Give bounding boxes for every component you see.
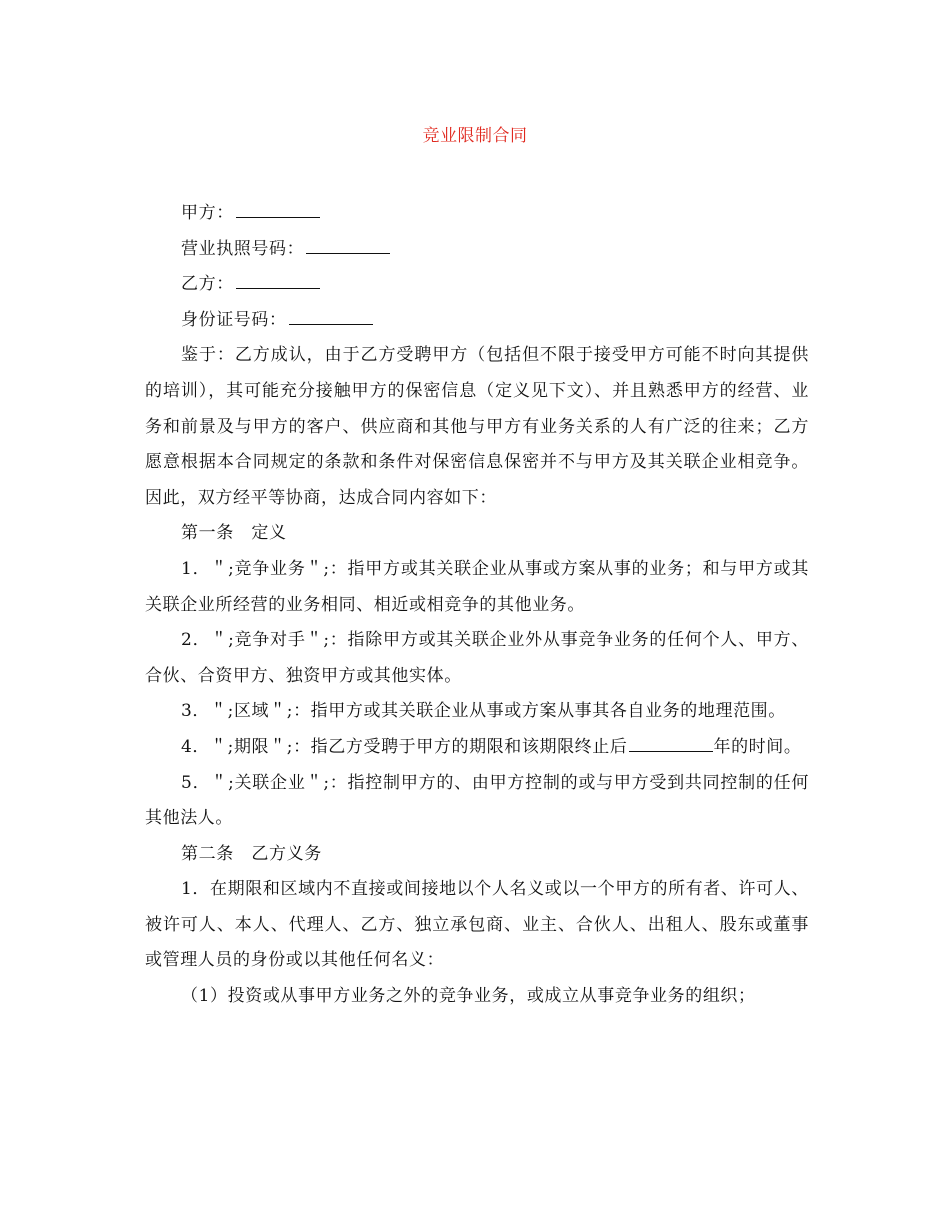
definition-3: 3．＂;区域＂;：指甲方或其关联企业从事或方案从事其各自业务的地理范围。	[181, 701, 786, 722]
duty-1: 1．在期限和区域内不直接或间接地以个人名义或以一个甲方的所有者、许可人、被许可人、本人、代理人、乙方、独立承包商、业主、合伙人、出租人、股东或董事或管理人员的身份或以其他任何名义：	[145, 879, 809, 971]
license-number-label: 营业执照号码：	[181, 238, 305, 259]
license-number-blank	[306, 237, 390, 254]
duty-1-item-1: （1）投资或从事甲方业务之外的竞争业务，或成立从事竞争业务的组织；	[181, 986, 756, 1007]
definition-4-text: 4．＂;期限＂;：指乙方受聘于甲方的期限和该期限终止后	[181, 736, 628, 757]
document-body	[145, 196, 809, 1015]
definition-4	[145, 730, 809, 766]
id-number-label: 身份证号码：	[181, 309, 287, 330]
party-b-blank	[236, 272, 320, 289]
definition-4-after: 年的时间。	[713, 736, 802, 757]
license-number-line	[145, 232, 809, 268]
id-number-line	[145, 303, 809, 339]
article-1-heading: 第一条 定义	[181, 523, 287, 544]
party-b-label: 乙方：	[181, 274, 234, 295]
party-a-blank	[236, 201, 320, 218]
definition-5: 5．＂;关联企业＂;：指控制甲方的、由甲方控制的或与甲方受到共同控制的任何其他法人。	[145, 772, 809, 829]
id-number-blank	[289, 308, 373, 325]
party-a-label: 甲方：	[181, 203, 234, 223]
whereas-paragraph: 鉴于：乙方成认，由于乙方受聘甲方（包括但不限于接受甲方可能不时向其提供的培训），其可能充分接触甲方的保密信息（定义见下文）、并且熟悉甲方的经营、业务和前景及与甲方的客户、供应商和其他与甲方有业务关系的人有广泛的往来；乙方愿意根据本合同规定的条款和条件对保密信息保密并不与甲方及其关联企业相竞争。因此，双方经平等协商，达成合同内容如下：	[145, 345, 809, 508]
party-a-line	[145, 196, 809, 232]
definition-2: 2．＂;竞争对手＂;：指除甲方或其关联企业外从事竞争业务的任何个人、甲方、合伙、合资甲方、独资甲方或其他实体。	[145, 630, 809, 686]
party-b-line	[145, 267, 809, 303]
article-2-heading: 第二条 乙方义务	[181, 843, 322, 864]
definition-4-blank	[629, 735, 713, 752]
document-title: 竞业限制合同	[422, 126, 528, 146]
definition-1: 1．＂;竞争业务＂;：指甲方或其关联企业从事或方案从事的业务；和与甲方或其关联企业所经营的业务相同、相近或相竞争的其他业务。	[145, 558, 809, 615]
